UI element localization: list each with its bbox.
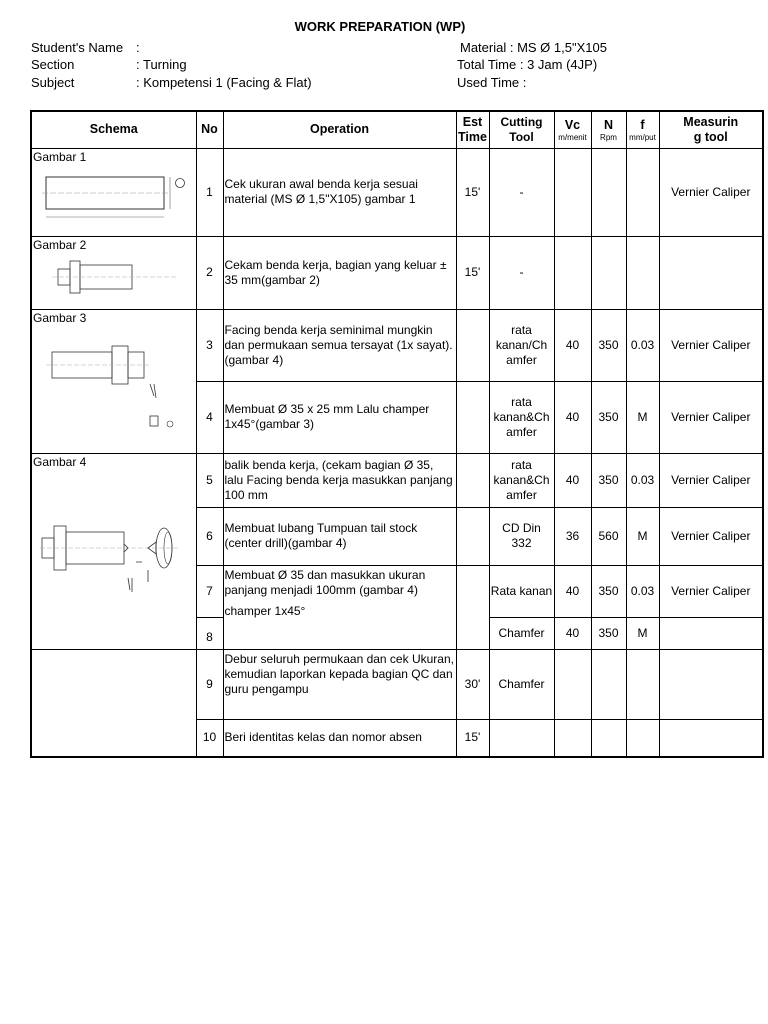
row-4-n: 350	[591, 381, 626, 453]
row-2-operation: Cekam benda kerja, bagian yang keluar ± 35 mm(gambar 2)	[223, 236, 456, 309]
gambar-4-figure	[38, 516, 188, 616]
row-10-measuring	[659, 719, 763, 757]
row-2-f	[626, 236, 659, 309]
col-cutting-tool: Cutting Tool	[489, 111, 554, 148]
table-row	[31, 649, 763, 719]
gambar-2-figure	[38, 255, 188, 305]
schema-cell-gambar-4	[31, 453, 196, 649]
row-2-time: 15'	[456, 236, 489, 309]
total-time-info: Total Time : 3 Jam (4JP)	[457, 57, 598, 72]
table-header-row	[31, 111, 763, 148]
row-6-n: 560	[591, 507, 626, 565]
row-6-no: 6	[196, 507, 223, 565]
row-5-n: 350	[591, 453, 626, 507]
row-6-operation: Membuat lubang Tumpuan tail stock (center drill)(gambar 4)	[223, 507, 456, 565]
gambar-1-figure	[38, 171, 188, 229]
row-1-operation: Cek ukuran awal benda kerja sesuai material (MS Ø 1,5"X105) gambar 1	[223, 148, 456, 236]
row-7-vc: 40	[554, 565, 591, 617]
row-7-n: 350	[591, 565, 626, 617]
row-9-no: 9	[196, 649, 223, 719]
row-7-tool: Rata kanan	[489, 565, 554, 617]
row-7-no: 7	[196, 565, 223, 617]
row-8-operation: champer 1x45°	[224, 603, 306, 618]
student-name-label: Student's Name	[31, 40, 124, 55]
student-name-value: :	[136, 40, 140, 55]
row-8-measuring	[659, 617, 763, 649]
row-10-no: 10	[196, 719, 223, 757]
row-6-time	[456, 507, 489, 565]
row-5-no: 5	[196, 453, 223, 507]
row-10-n	[591, 719, 626, 757]
col-n: N Rpm	[591, 111, 626, 148]
row-10-time: 15'	[456, 719, 489, 757]
row-3-tool: rata kanan/Ch amfer	[489, 309, 554, 381]
row-6-f: M	[626, 507, 659, 565]
gambar-1-label: Gambar 1	[33, 149, 87, 164]
material-info: Material : MS Ø 1,5"X105	[460, 40, 607, 55]
row-10-operation: Beri identitas kelas dan nomor absen	[223, 719, 456, 757]
row-9-operation: Debur seluruh permukaan dan cek Ukuran, kemudian laporkan kepada bagian QC dan guru pengampu	[223, 649, 456, 719]
row-1-time: 15'	[456, 148, 489, 236]
row-4-measuring: Vernier Caliper	[659, 381, 763, 453]
used-time-info: Used Time :	[457, 75, 527, 90]
table-row	[31, 453, 763, 507]
row-9-measuring	[659, 649, 763, 719]
row-5-f: 0.03	[626, 453, 659, 507]
row-10-vc	[554, 719, 591, 757]
row-3-f: 0.03	[626, 309, 659, 381]
row-7-operation: Membuat Ø 35 dan masukkan ukuran panjang menjadi 100mm (gambar 4)	[224, 567, 426, 597]
section-value: : Turning	[136, 57, 187, 72]
col-no: No	[196, 111, 223, 148]
schema-cell-gambar-2	[31, 236, 196, 309]
row-8-f: M	[626, 617, 659, 649]
work-preparation-table	[30, 110, 764, 758]
col-measuring-tool: Measurin g tool	[659, 111, 763, 148]
row-6-vc: 36	[554, 507, 591, 565]
gambar-3-label: Gambar 3	[33, 310, 87, 325]
gambar-2-label: Gambar 2	[33, 237, 87, 252]
row-4-time	[456, 381, 489, 453]
subject-label: Subject	[31, 75, 75, 90]
row-7-measuring: Vernier Caliper	[659, 565, 763, 617]
schema-cell-gambar-1	[31, 148, 196, 236]
row-7-time	[456, 565, 489, 649]
row-5-operation: balik benda kerja, (cekam bagian Ø 35, lalu Facing benda kerja masukkan panjang 100 mm	[223, 453, 456, 507]
row-5-measuring: Vernier Caliper	[659, 453, 763, 507]
col-est-time: Est Time	[456, 111, 489, 148]
document-title: WORK PREPARATION (WP)	[294, 19, 466, 34]
row-8-n: 350	[591, 617, 626, 649]
row-2-tool: -	[489, 236, 554, 309]
subject-value: : Kompetensi 1 (Facing & Flat)	[136, 75, 312, 90]
row-2-no: 2	[196, 236, 223, 309]
schema-cell-empty	[31, 649, 196, 757]
col-f: f mm/put	[626, 111, 659, 148]
row-9-n	[591, 649, 626, 719]
col-operation: Operation	[223, 111, 456, 148]
table-row	[31, 148, 763, 236]
row-1-vc	[554, 148, 591, 236]
row-2-measuring	[659, 236, 763, 309]
row-6-tool: CD Din 332	[489, 507, 554, 565]
row-3-measuring: Vernier Caliper	[659, 309, 763, 381]
row-10-tool	[489, 719, 554, 757]
row-3-operation: Facing benda kerja seminimal mungkin dan permukaan semua tersayat (1x sayat). (gambar 4)	[223, 309, 456, 381]
schema-cell-gambar-3	[31, 309, 196, 453]
row-5-time	[456, 453, 489, 507]
row-9-time: 30'	[456, 649, 489, 719]
row-1-no: 1	[196, 148, 223, 236]
col-schema: Schema	[31, 111, 196, 148]
row-3-n: 350	[591, 309, 626, 381]
row-3-vc: 40	[554, 309, 591, 381]
row-2-vc	[554, 236, 591, 309]
row-8-vc: 40	[554, 617, 591, 649]
row-8-tool: Chamfer	[489, 617, 554, 649]
row-1-f	[626, 148, 659, 236]
row-9-vc	[554, 649, 591, 719]
row-4-vc: 40	[554, 381, 591, 453]
table-row	[31, 236, 763, 309]
row-7-8-operation	[223, 565, 456, 649]
row-1-n	[591, 148, 626, 236]
section-label: Section	[31, 57, 75, 72]
gambar-4-label: Gambar 4	[33, 454, 87, 469]
row-4-operation: Membuat Ø 35 x 25 mm Lalu champer 1x45°(gambar 3)	[223, 381, 456, 453]
row-1-measuring: Vernier Caliper	[659, 148, 763, 236]
row-3-time	[456, 309, 489, 381]
row-9-tool: Chamfer	[489, 649, 554, 719]
row-4-tool: rata kanan&Ch amfer	[489, 381, 554, 453]
row-5-vc: 40	[554, 453, 591, 507]
gambar-3-figure	[38, 338, 188, 438]
table-row	[31, 309, 763, 381]
row-1-tool: -	[489, 148, 554, 236]
col-vc: Vc m/menit	[554, 111, 591, 148]
row-4-no: 4	[196, 381, 223, 453]
row-4-f: M	[626, 381, 659, 453]
row-5-tool: rata kanan&Ch amfer	[489, 453, 554, 507]
row-2-n	[591, 236, 626, 309]
row-10-f	[626, 719, 659, 757]
row-8-no: 8	[196, 617, 223, 649]
row-7-f: 0.03	[626, 565, 659, 617]
row-9-f	[626, 649, 659, 719]
row-3-no: 3	[196, 309, 223, 381]
row-6-measuring: Vernier Caliper	[659, 507, 763, 565]
